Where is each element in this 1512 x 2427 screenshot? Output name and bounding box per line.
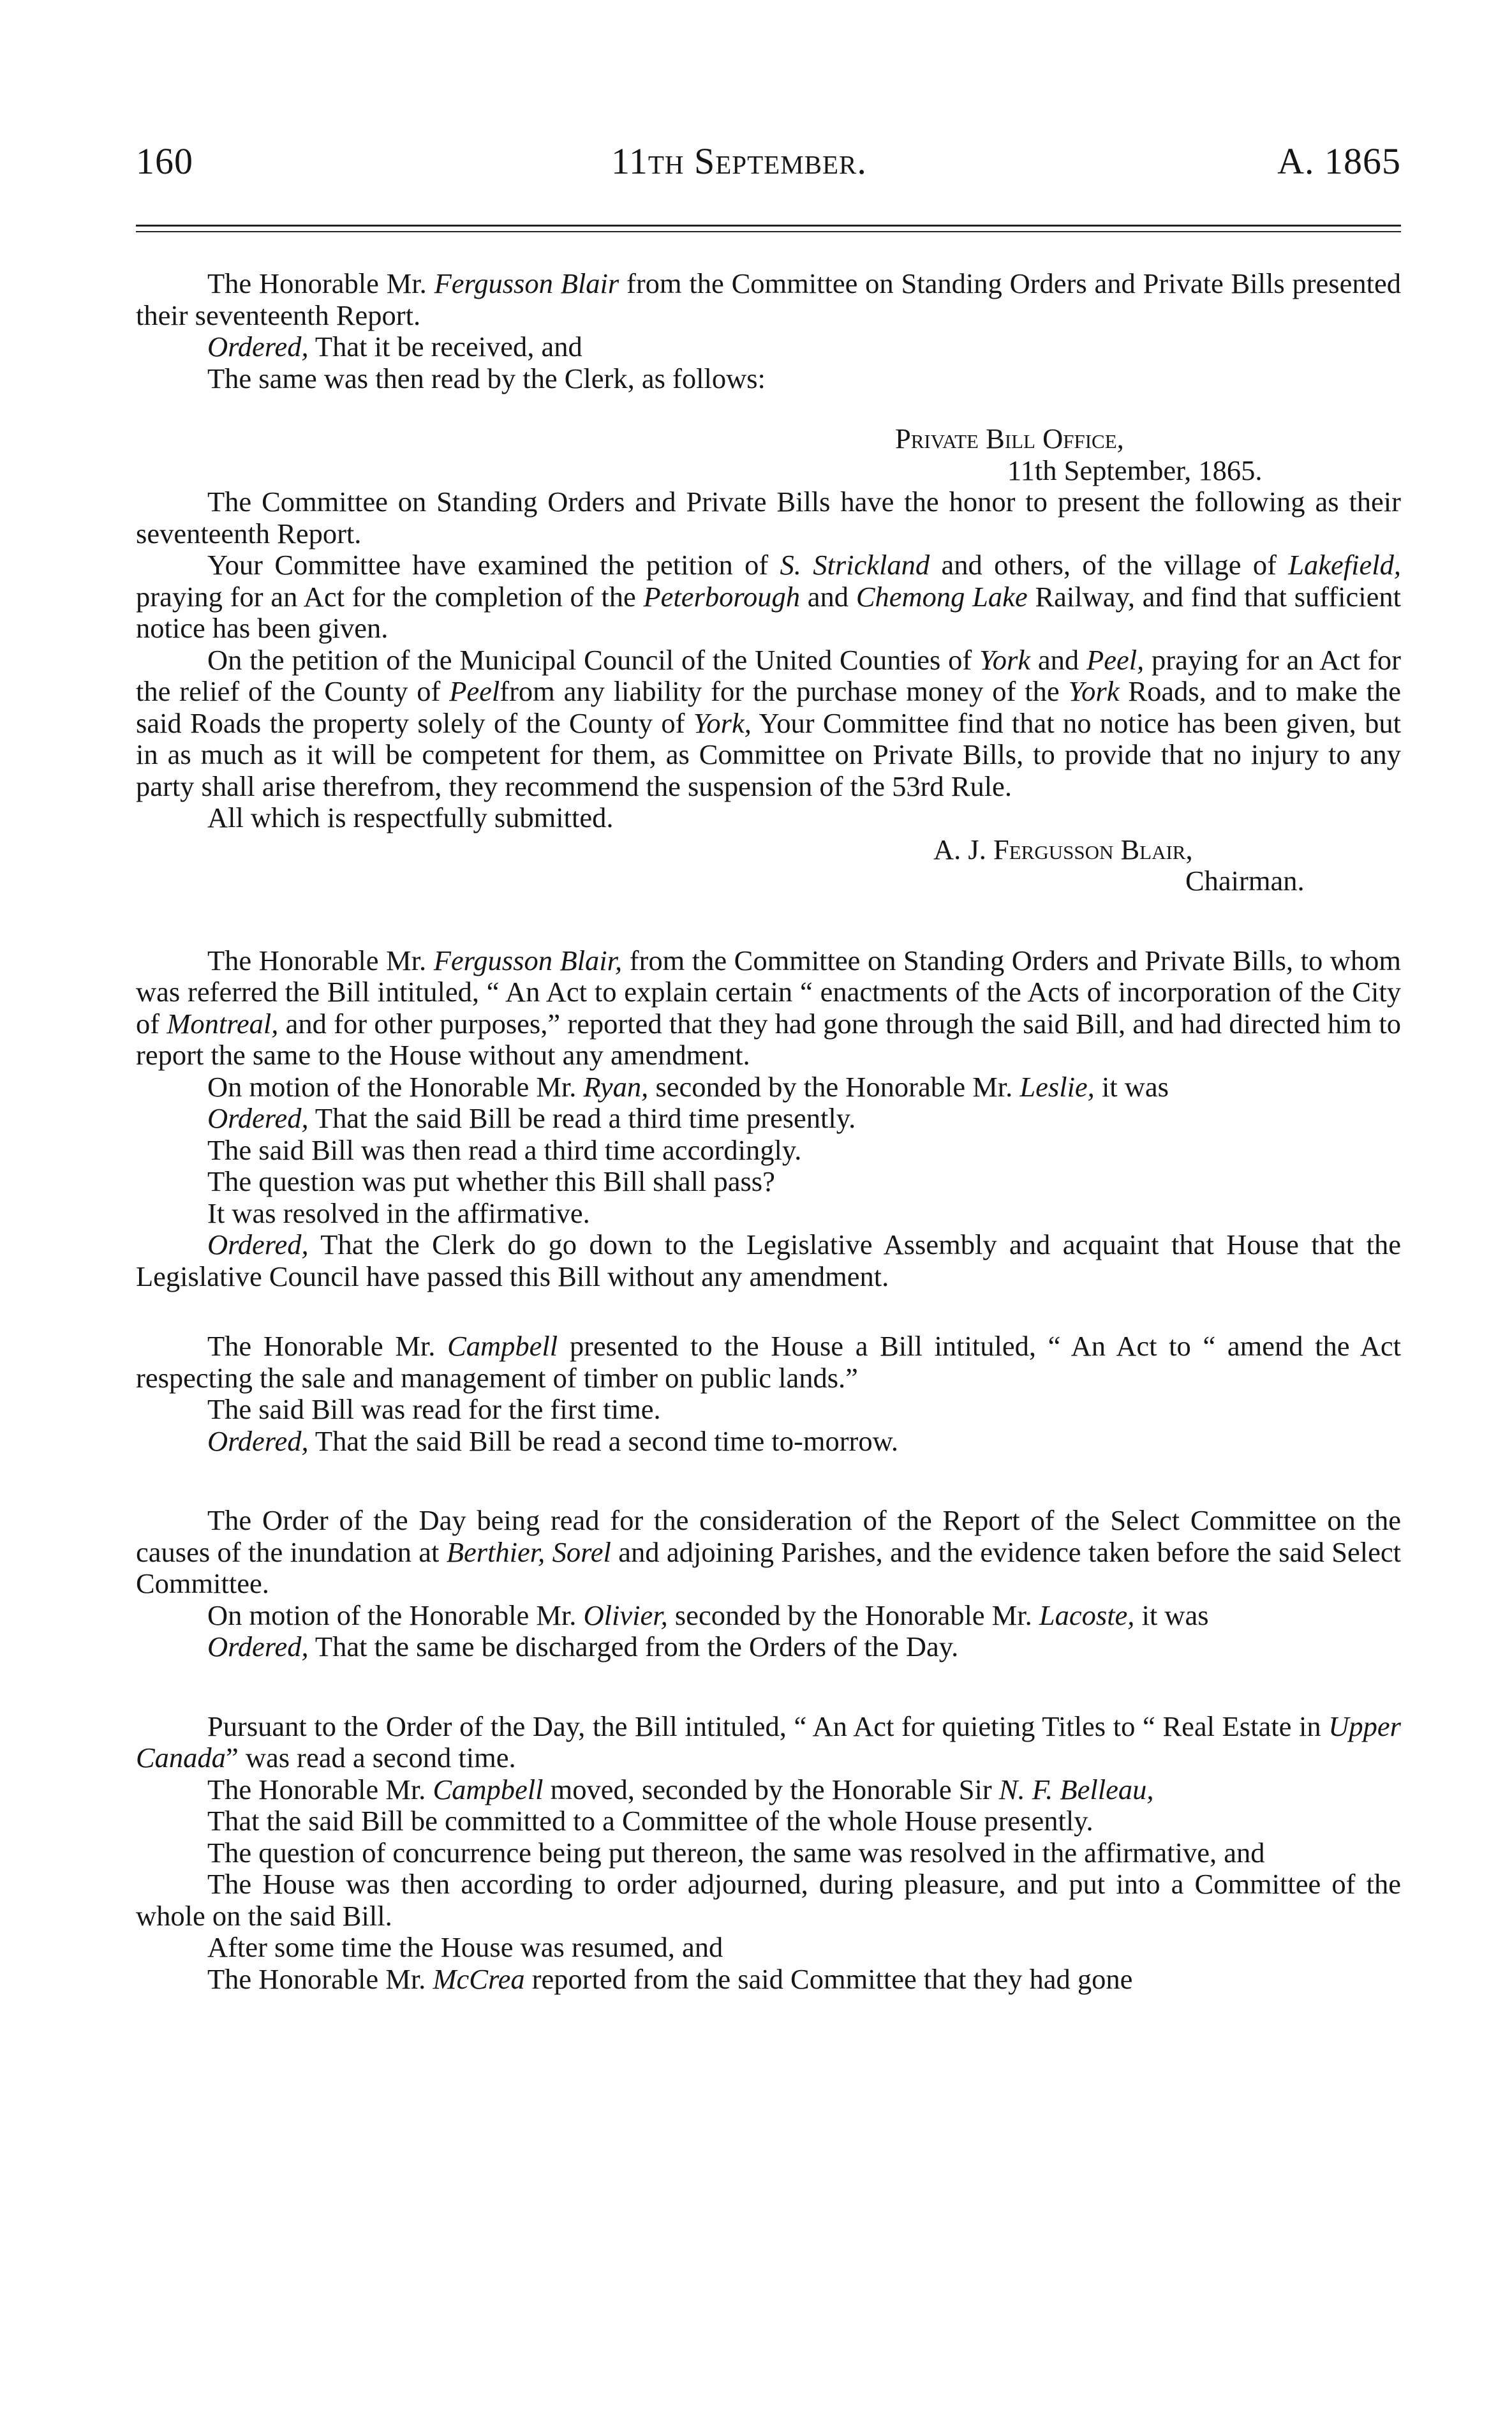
paragraph-ordered-discharged: Ordered, That the same be discharged from the Orders of the Day. xyxy=(207,1631,959,1662)
paragraph-york-peel-petition: On the petition of the Municipal Council of the United Counties of York and Peel, praying for an Act for the relief of the County of Peelfrom any liability for the purchase money of the York Roads, and to make the said Roads the property solely of the County of York, Your Committee find that no notice has been given, but in as much as it will be competent for them, as Committee on Private Bills, to provide that no injury to any party shall arise therefrom, they recommend the suspension of the 53rd Rule. xyxy=(136,643,1401,802)
header-date: 11th September. xyxy=(611,140,867,182)
running-header xyxy=(136,139,1401,184)
header-rule-top xyxy=(136,225,1401,227)
paragraph-submitted: All which is respectfully submitted. xyxy=(207,802,614,833)
paragraph-ordered-acquaint: Ordered, That the Clerk do go down to the Legislative Assembly and acquaint that House that the Legislative Council have passed this Bill without any amendment. xyxy=(136,1228,1401,1292)
paragraph-motion-olivier: On motion of the Honorable Mr. Olivier, seconded by the Honorable Mr. Lacoste, it was xyxy=(207,1599,1209,1631)
office-heading: Private Bill Office, xyxy=(895,422,1124,454)
paragraph-montreal-bill: The Honorable Mr. Fergusson Blair, from the Committee on Standing Orders and Private Bills, to whom was referred the Bill intituled, “ An Act to explain certain “ enactments of the Acts of incorporation of the City of Montreal, and for other purposes,” reported that they had gone through the said Bill, and had directed him to report the same to the House without any amendment. xyxy=(136,944,1401,1071)
page-number: 160 xyxy=(136,140,193,182)
paragraph-quieting-titles: Pursuant to the Order of the Day, the Bill intituled, “ An Act for quieting Titles to “ Real Estate in Upper Canada” was read a second time. xyxy=(136,1710,1401,1774)
paragraph-ordered-second-reading: Ordered, That the said Bill be read a second time to-morrow. xyxy=(207,1424,898,1457)
paragraph-adjourned: The House was then according to order adjourned, during pleasure, and put into a Committee of the whole on the said Bill. xyxy=(136,1868,1401,1932)
paragraph-question-pass: The question was put whether this Bill shall pass? xyxy=(207,1165,775,1197)
office-date: 11th September, 1865. xyxy=(1007,454,1263,486)
journal-body xyxy=(136,268,1401,1995)
paragraph-motion-ryan: On motion of the Honorable Mr. Ryan, seconded by the Honorable Mr. Leslie, it was xyxy=(207,1070,1169,1103)
paragraph-mccrea-reported: The Honorable Mr. McCrea reported from the said Committee that they had gone xyxy=(207,1962,1133,1995)
paragraph-resolved: It was resolved in the affirmative. xyxy=(207,1197,590,1229)
paragraph-ordered-received: Ordered, That it be received, and xyxy=(207,331,582,362)
paragraph-timber-bill: The Honorable Mr. Campbell presented to the House a Bill intituled, “ An Act to “ amend the Act respecting the sale and management of timber on public lands.” xyxy=(136,1330,1402,1394)
paragraph-first-reading: The said Bill was read for the first time. xyxy=(207,1393,661,1425)
paragraph-committed: That the said Bill be committed to a Committee of the whole House presently. xyxy=(207,1805,1093,1837)
header-year: A. 1865 xyxy=(1277,140,1401,182)
paragraph-read-by-clerk: The same was then read by the Clerk, as follows: xyxy=(207,362,766,394)
paragraph-ordered-third-reading: Ordered, That the said Bill be read a third time presently. xyxy=(207,1102,856,1134)
paragraph-campbell-moved: The Honorable Mr. Campbell moved, seconded by the Honorable Sir N. F. Belleau, xyxy=(207,1773,1154,1805)
header-rule-bottom xyxy=(136,231,1401,232)
signature-name: A. J. Fergusson Blair, xyxy=(933,833,1193,865)
paragraph-inundation-report: The Order of the Day being read for the consideration of the Report of the Select Committee on the causes of the inundation at Berthier, Sorel and adjoining Parishes, and the evidence taken before the said Select Committee. xyxy=(136,1504,1402,1599)
paragraph-resumed: After some time the House was resumed, and xyxy=(207,1931,723,1963)
paragraph-report-presented: The Honorable Mr. Fergusson Blair from the Committee on Standing Orders and Private Bills presented their seventeenth Report. xyxy=(136,267,1401,331)
paragraph-report-intro: The Committee on Standing Orders and Private Bills have the honor to present the following as their seventeenth Report. xyxy=(136,486,1401,549)
paragraph-concurrence: The question of concurrence being put thereon, the same was resolved in the affirmative, and xyxy=(207,1836,1265,1869)
paragraph-lakefield-petition: Your Committee have examined the petition of S. Strickland and others, of the village of Lakefield, praying for an Act for the completion of the Peterborough and Chemong Lake Railway, and find that sufficient notice has been given. xyxy=(136,549,1402,644)
paragraph-third-reading: The said Bill was then read a third time accordingly. xyxy=(207,1133,802,1166)
signature-title: Chairman. xyxy=(1185,865,1305,897)
